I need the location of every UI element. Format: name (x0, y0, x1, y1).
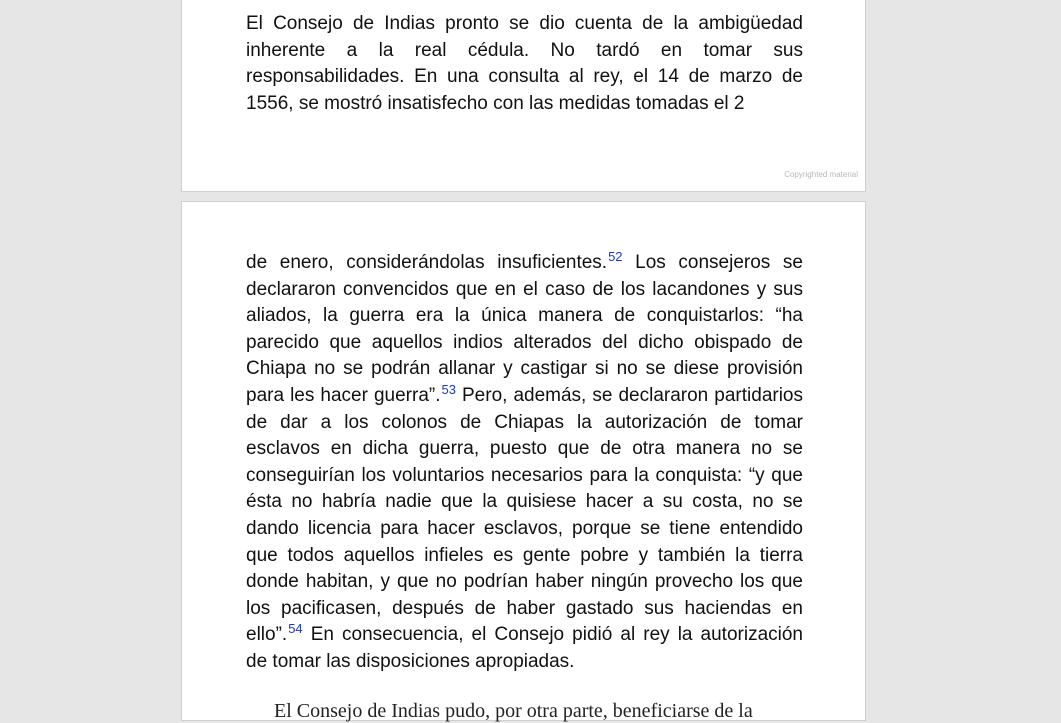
text-segment: Los consejeros se declararon convencidos que en el caso de los lacandones y sus aliados, la guerra era la única manera de conquistarlos: “ha parecido que aquellos indios alterados del dicho obispado de Chiapa no se podrán allanar y castigar si no se diese provisión para les hacer guerra”. (246, 252, 803, 406)
page-previous (181, 0, 866, 192)
page-current (181, 201, 866, 721)
text-segment: En consecuencia, el Consejo pidió al rey la autorización de tomar las disposiciones apropiadas. (246, 624, 803, 672)
footnote-link[interactable]: 52 (608, 249, 623, 264)
page-text (246, 250, 803, 676)
partial-next-line: El Consejo de Indias pudo, por otra parte, beneficiarse de la (274, 700, 753, 722)
page-text (246, 11, 803, 117)
paragraph (246, 250, 803, 676)
footnote-link[interactable]: 54 (288, 621, 303, 637)
copyright-watermark: Copyrighted material (784, 170, 858, 179)
paragraph: El Consejo de Indias pronto se dio cuenta de la ambigüedad inherente a la real cédula. No tardó en tomar sus responsabilidades. En una consulta al rey, el 14 de marzo de 1556, se mostró insatisfecho con las medidas tomadas el 2 (246, 13, 803, 114)
text-segment: Pero, además, se declararon partidarios de dar a los colonos de Chiapas la autorización de tomar esclavos en dicha guerra, puesto que de otra manera no se conseguirían los voluntarios necesarios para la conquista: “y que ésta no habría nadie que la quisiese hacer a su costa, no se dando licencia para hacer esclavos, porque se tiene entendido que todos aquellos infieles es gente pobre y también la tierra donde habitan, y que no podrían haber ningún provecho los que los pacificasen, después de haber gastado sus haciendas en ello”. (246, 384, 804, 646)
text-segment: de enero, considerándolas insuficientes. (246, 252, 608, 273)
footnote-link[interactable]: 53 (441, 381, 456, 397)
